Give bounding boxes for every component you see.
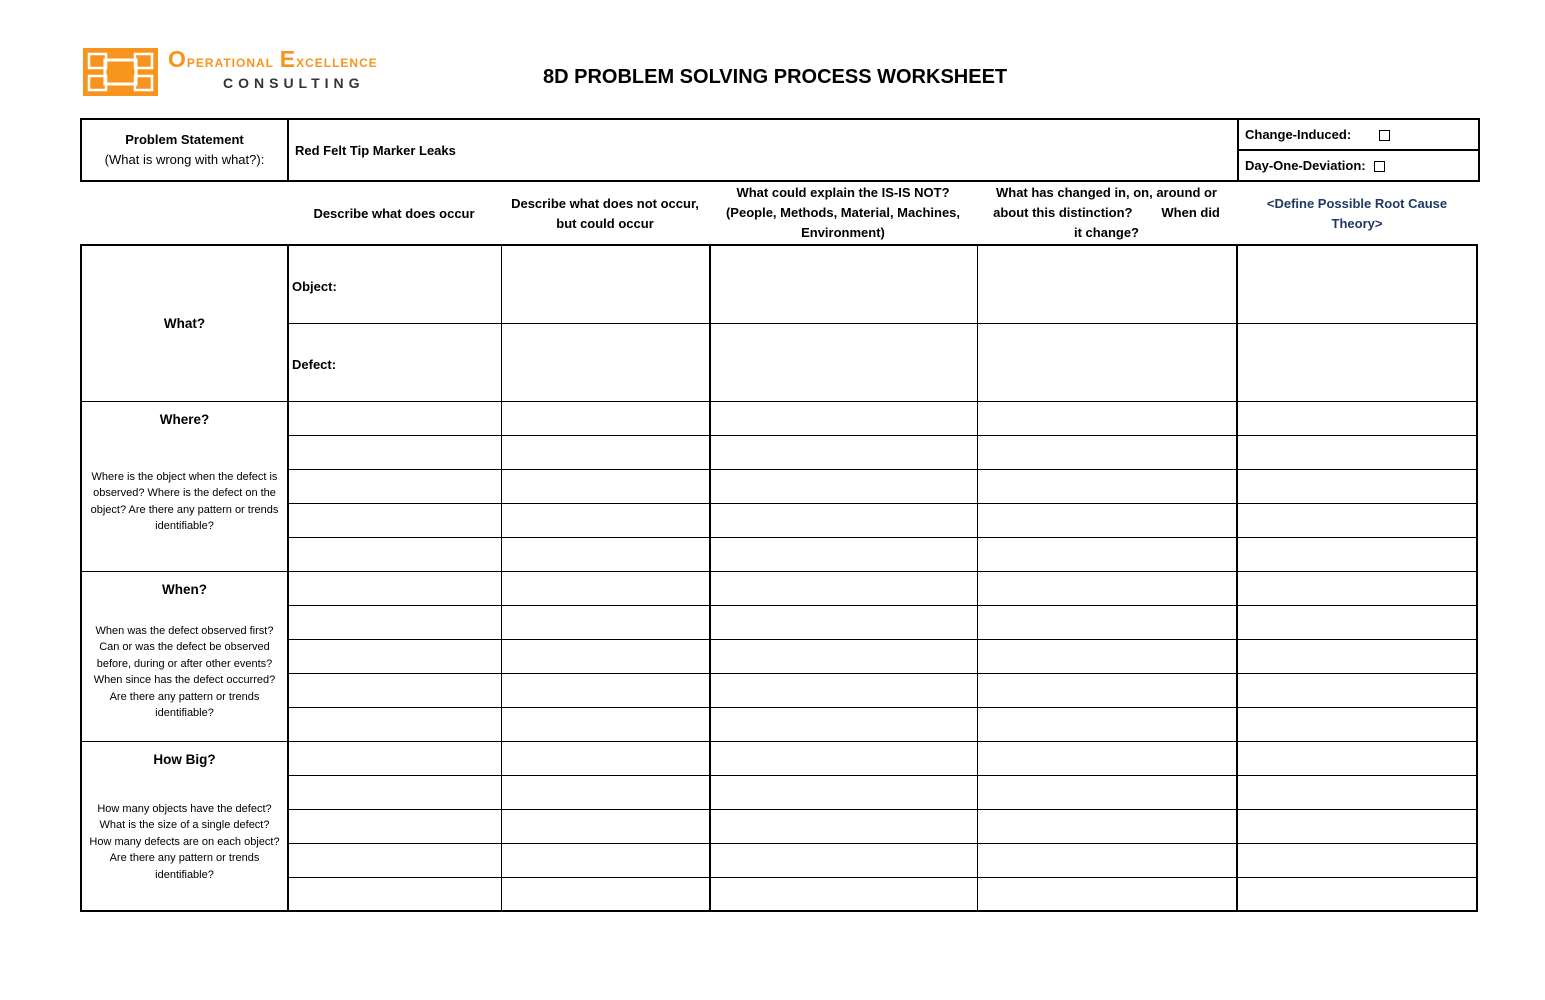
grid-cell[interactable] xyxy=(1237,877,1477,911)
grid-cell[interactable] xyxy=(710,401,977,435)
section-how-big-description: How many objects have the defect? What is the size of a single defect? How many defects are on each object? Are there any pattern or trends identifiable? xyxy=(89,802,280,881)
grid-cell[interactable] xyxy=(501,707,710,741)
grid-cell[interactable] xyxy=(1237,741,1477,775)
grid-cell[interactable] xyxy=(1237,673,1477,707)
section-where: Where? Where is the object when the defect is observed? Where is the defect on the object? Are there any pattern or trends identifiable? xyxy=(81,401,288,571)
company-name-line1: Operational Excellence xyxy=(168,46,378,72)
grid-cell[interactable] xyxy=(977,877,1237,911)
grid-cell[interactable] xyxy=(1237,537,1477,571)
grid-cell[interactable] xyxy=(501,503,710,537)
grid-cell[interactable] xyxy=(288,707,501,741)
grid-cell[interactable] xyxy=(710,571,977,605)
grid-cell[interactable] xyxy=(1237,469,1477,503)
grid-cell[interactable] xyxy=(288,673,501,707)
grid-cell[interactable] xyxy=(288,843,501,877)
grid-cell[interactable] xyxy=(501,741,710,775)
grid-cell[interactable] xyxy=(977,571,1237,605)
grid-cell[interactable] xyxy=(710,843,977,877)
column-header-changed: What has changed in, on, around or about this distinction? When did it change? xyxy=(993,185,1220,240)
grid-cell[interactable] xyxy=(501,401,710,435)
grid-cell[interactable] xyxy=(977,245,1237,323)
grid-cell[interactable] xyxy=(710,673,977,707)
grid-cell[interactable] xyxy=(288,741,501,775)
grid-cell[interactable] xyxy=(710,537,977,571)
grid-cell[interactable] xyxy=(288,639,501,673)
grid-cell[interactable] xyxy=(288,605,501,639)
company-name-line2: CONSULTING xyxy=(223,75,365,91)
grid-cell[interactable] xyxy=(501,673,710,707)
grid-cell[interactable] xyxy=(977,843,1237,877)
page-title: 8D PROBLEM SOLVING PROCESS WORKSHEET xyxy=(543,66,1008,88)
grid-cell[interactable] xyxy=(501,323,710,401)
grid-cell[interactable] xyxy=(977,673,1237,707)
grid-cell[interactable] xyxy=(288,537,501,571)
company-name xyxy=(168,46,438,91)
section-when: When? When was the defect observed first? Can or was the defect be observed before, during or after other events? When since has the defect occurred? Are there any pattern or trends identifiable? xyxy=(81,571,288,741)
grid-cell[interactable] xyxy=(1237,435,1477,469)
grid-cell[interactable] xyxy=(1237,707,1477,741)
grid-cell[interactable] xyxy=(710,741,977,775)
grid-cell[interactable] xyxy=(501,537,710,571)
change-induced-checkbox[interactable] xyxy=(1379,130,1390,141)
grid-cell[interactable] xyxy=(977,605,1237,639)
column-header-not-occur: Describe what does not occur, but could occur xyxy=(511,196,699,231)
grid-cell[interactable] xyxy=(1237,245,1477,323)
grid-cell[interactable] xyxy=(977,401,1237,435)
grid-cell[interactable] xyxy=(710,809,977,843)
grid-cell[interactable] xyxy=(710,435,977,469)
section-where-description: Where is the object when the defect is observed? Where is the defect on the object? Are there any pattern or trends identifiable? xyxy=(90,470,279,532)
day-one-deviation-checkbox[interactable] xyxy=(1374,161,1385,172)
problem-statement-label: Problem Statement (What is wrong with what?): xyxy=(81,119,288,181)
problem-statement-value[interactable]: Red Felt Tip Marker Leaks xyxy=(288,119,1238,181)
defect-label-cell[interactable]: Defect: xyxy=(288,323,501,401)
grid-cell[interactable] xyxy=(710,639,977,673)
grid-cell[interactable] xyxy=(501,843,710,877)
grid-cell[interactable] xyxy=(501,435,710,469)
grid-cell[interactable] xyxy=(710,605,977,639)
grid-cell[interactable] xyxy=(501,877,710,911)
grid-cell[interactable] xyxy=(977,741,1237,775)
grid-cell[interactable] xyxy=(288,809,501,843)
column-header-explain: What could explain the IS-IS NOT? (People, Methods, Material, Machines, Environment) xyxy=(725,185,961,240)
grid-cell[interactable] xyxy=(1237,323,1477,401)
grid-cell[interactable] xyxy=(501,605,710,639)
section-how-big: How Big? How many objects have the defect? What is the size of a single defect? How many defects are on each object? Are there any pattern or trends identifiable? xyxy=(81,741,288,911)
company-logo-icon xyxy=(83,48,158,96)
grid-cell[interactable] xyxy=(1237,605,1477,639)
grid-cell[interactable] xyxy=(1237,401,1477,435)
grid-cell[interactable] xyxy=(288,503,501,537)
change-induced-field: Change-Induced: xyxy=(1238,119,1479,150)
grid-cell[interactable] xyxy=(501,639,710,673)
section-what: What? xyxy=(81,245,288,401)
grid-cell[interactable] xyxy=(710,503,977,537)
grid-cell[interactable] xyxy=(288,401,501,435)
grid-cell[interactable] xyxy=(288,435,501,469)
column-header-root-cause: <Define Possible Root Cause Theory> xyxy=(1266,196,1448,231)
problem-statement-table xyxy=(80,118,1480,182)
grid-cell[interactable] xyxy=(977,469,1237,503)
grid-cell[interactable] xyxy=(1237,843,1477,877)
grid-cell[interactable] xyxy=(977,537,1237,571)
grid-cell[interactable] xyxy=(501,571,710,605)
grid-cell[interactable] xyxy=(710,707,977,741)
grid-cell[interactable] xyxy=(710,323,977,401)
is-is-not-grid xyxy=(80,244,1478,912)
grid-cell[interactable] xyxy=(977,707,1237,741)
grid-cell[interactable] xyxy=(977,435,1237,469)
grid-cell[interactable] xyxy=(1237,503,1477,537)
column-header-occur: Describe what does occur xyxy=(313,206,475,221)
grid-cell[interactable] xyxy=(1237,571,1477,605)
grid-cell[interactable] xyxy=(1237,639,1477,673)
grid-cell[interactable] xyxy=(710,245,977,323)
object-label-cell[interactable]: Object: xyxy=(288,245,501,323)
section-when-description: When was the defect observed first? Can or was the defect be observed before, during or after other events? When since has the defect occurred? Are there any pattern or trends identifiable? xyxy=(93,624,276,719)
grid-cell[interactable] xyxy=(501,809,710,843)
grid-cell[interactable] xyxy=(710,469,977,503)
grid-cell[interactable] xyxy=(288,775,501,809)
grid-cell[interactable] xyxy=(710,775,977,809)
grid-cell[interactable] xyxy=(977,809,1237,843)
grid-cell[interactable] xyxy=(501,245,710,323)
grid-cell[interactable] xyxy=(977,503,1237,537)
grid-cell[interactable] xyxy=(1237,775,1477,809)
grid-cell[interactable] xyxy=(977,639,1237,673)
grid-cell[interactable] xyxy=(710,877,977,911)
grid-cell[interactable] xyxy=(288,571,501,605)
grid-cell[interactable] xyxy=(501,775,710,809)
grid-cell[interactable] xyxy=(288,877,501,911)
grid-cell[interactable] xyxy=(977,323,1237,401)
day-one-deviation-field: Day-One-Deviation: xyxy=(1238,150,1479,181)
grid-cell[interactable] xyxy=(977,775,1237,809)
grid-cell[interactable] xyxy=(501,469,710,503)
grid-cell[interactable] xyxy=(288,469,501,503)
grid-cell[interactable] xyxy=(1237,809,1477,843)
